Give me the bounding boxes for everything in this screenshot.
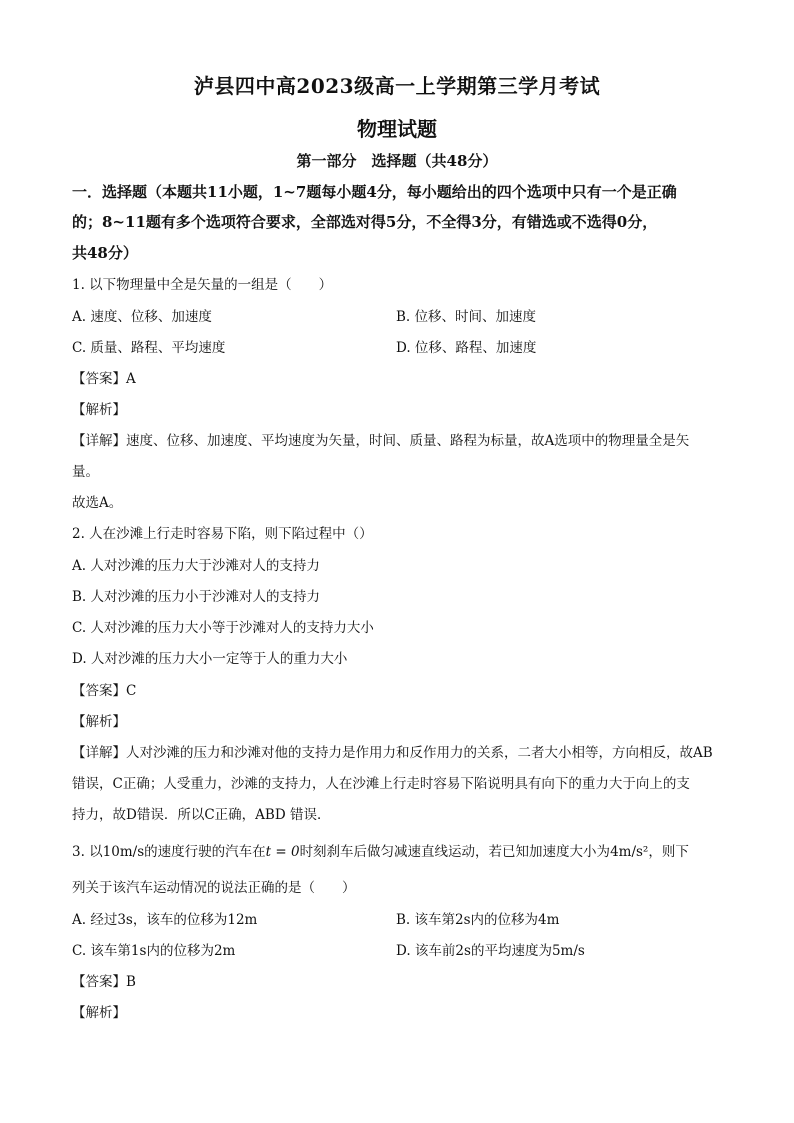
q3-acceleration: 4m/s² — [610, 844, 649, 860]
q3-analysis-label: 【解析】 — [72, 1005, 126, 1021]
q1-answer: 【答案】A — [72, 371, 136, 387]
q3-stem-line2: 列关于该汽车运动情况的说法正确的是（ ） — [72, 880, 356, 896]
section-instructions-line3: 共48分） — [72, 244, 138, 262]
section-instructions-line1: 一．选择题（本题共11小题，1~7题每小题4分，每小题给出的四个选项中只有一个是正确 — [72, 183, 677, 201]
q2-option-d: D. 人对沙滩的压力大小一定等于人的重力大小 — [72, 651, 348, 667]
q1-option-a: A. 速度、位移、加速度 — [72, 309, 212, 325]
q3-option-a: A. 经过3s，该车的位移为12m — [72, 912, 258, 928]
q3-stem-end: ，则下 — [648, 844, 689, 860]
q1-option-c: C. 质量、路程、平均速度 — [72, 340, 226, 356]
q3-time-equation: t = 0 — [265, 844, 300, 860]
q1-option-b: B. 位移、时间、加速度 — [396, 309, 537, 325]
exam-title: 泸县四中高2023级高一上学期第三学月考试 — [193, 74, 601, 98]
q3-speed: 10m/s — [102, 844, 145, 860]
q3-option-b: B. 该车第2s内的位移为4m — [396, 912, 560, 928]
q3-option-c: C. 该车第1s内的位移为2m — [72, 943, 236, 959]
q1-conclusion: 故选A。 — [72, 495, 123, 511]
q3-stem-mid2: 时刻刹车后做匀减速直线运动，若已知加速度大小为 — [299, 844, 611, 860]
q1-detail-line2: 量。 — [72, 464, 99, 480]
q2-stem: 2. 人在沙滩上行走时容易下陷，则下陷过程中（） — [72, 526, 373, 542]
q1-stem: 1. 以下物理量中全是矢量的一组是（ ） — [72, 277, 333, 293]
q2-option-b: B. 人对沙滩的压力小于沙滩对人的支持力 — [72, 589, 321, 605]
q3-stem-mid: 的速度行驶的汽车在 — [144, 844, 266, 860]
q2-option-a: A. 人对沙滩的压力大于沙滩对人的支持力 — [72, 558, 320, 574]
q1-detail-line1: 【详解】速度、位移、加速度、平均速度为矢量，时间、质量、路程为标量，故A选项中的物理量全是矢 — [72, 433, 690, 449]
q1-analysis-label: 【解析】 — [72, 402, 126, 418]
section-instructions-line2: 的；8~11题有多个选项符合要求，全部选对得5分，不全得3分，有错选或不选得0分， — [72, 213, 658, 231]
q2-analysis-label: 【解析】 — [72, 714, 126, 730]
q2-detail-line2: 错误，C正确；人受重力，沙滩的支持力，人在沙滩上行走时容易下陷说明具有向下的重力大于向上的支 — [72, 776, 690, 792]
q2-answer: 【答案】C — [72, 683, 137, 699]
q3-stem-line1 — [72, 843, 689, 861]
q2-detail-line3: 持力，故D错误．所以C正确，ABD 错误． — [72, 807, 331, 823]
q2-detail-line1: 【详解】人对沙滩的压力和沙滩对他的支持力是作用力和反作用力的关系，二者大小相等，方向相反，故AB — [72, 745, 713, 761]
q3-stem-pre: 3. 以 — [72, 844, 103, 860]
part-heading: 第一部分 选择题（共48分） — [296, 152, 498, 170]
q3-answer: 【答案】B — [72, 974, 136, 990]
subject-title: 物理试题 — [357, 117, 437, 141]
q3-option-d: D. 该车前2s的平均速度为5m/s — [396, 943, 585, 959]
q2-option-c: C. 人对沙滩的压力大小等于沙滩对人的支持力大小 — [72, 620, 374, 636]
q1-option-d: D. 位移、路程、加速度 — [396, 340, 537, 356]
